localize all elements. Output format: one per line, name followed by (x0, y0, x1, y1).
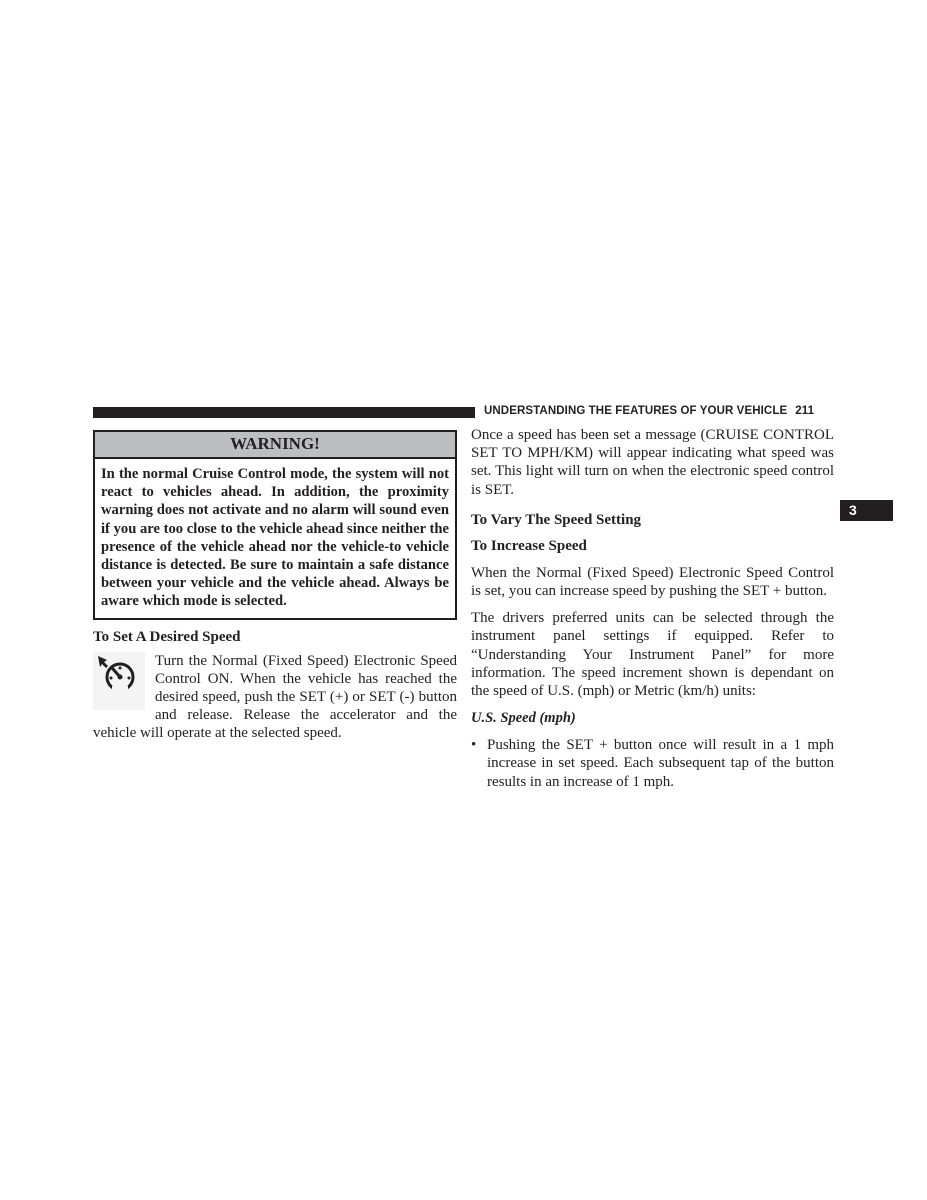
running-header (484, 405, 836, 417)
page-number: 211 (795, 405, 815, 417)
para-increase: When the Normal (Fixed Speed) Electronic Speed Control is set, you can increase speed by pushing the SET + button. (471, 564, 834, 600)
left-column (93, 430, 457, 743)
chapter-tab: 3 (840, 500, 893, 521)
bullet-text: Pushing the SET + button once will result in a 1 mph increase in set speed. Each subsequent tap of the button results in an increase of 1 mph. (487, 737, 834, 790)
warning-text: In the normal Cruise Control mode, the system will not react to vehicles ahead. In addition, the proximity warning does not activate and no alarm will sound even if you are too close to the vehicle ahead since neither the presence of the vehicle ahead nor the vehicle-to vehicle distance is detected. Be sure to maintain a safe distance between your vehicle and the vehicle ahead. Always be aware which mode is selected. (101, 466, 449, 610)
right-column (471, 426, 834, 791)
heading-us-speed: U.S. Speed (mph) (471, 710, 576, 727)
warning-title: WARNING! (95, 432, 455, 459)
speedometer-icon (93, 652, 145, 710)
set-speed-text: Turn the Normal (Fixed Speed) Electronic Speed Control ON. When the vehicle has reached the desired speed, push the SET (+) or SET (-) button and release. Release the accelerator and the vehicle will operate at the selected speed. (93, 652, 457, 742)
header-rule (93, 407, 475, 418)
para-units: The drivers preferred units can be selected through the instrument panel settings if equipped. Refer to “Understanding Your Instrument Panel” for more information. The speed increment shown is dependant on the speed of U.S. (mph) or Metric (km/h) units: (471, 610, 834, 700)
set-speed-block (93, 652, 457, 743)
para-set-message: Once a speed has been set a message (CRUISE CONTROL SET TO MPH/KM) will appear indicating what speed was set. This light will turn on when the electronic speed control is SET. (471, 427, 834, 498)
heading-set-speed: To Set A Desired Speed (93, 628, 241, 645)
warning-box (93, 430, 457, 620)
bullet-marker: • (471, 737, 477, 754)
heading-increase-speed: To Increase Speed (471, 537, 587, 554)
heading-vary-speed: To Vary The Speed Setting (471, 511, 642, 528)
list-item (471, 736, 834, 791)
section-title: UNDERSTANDING THE FEATURES OF YOUR VEHICLE (484, 405, 788, 417)
